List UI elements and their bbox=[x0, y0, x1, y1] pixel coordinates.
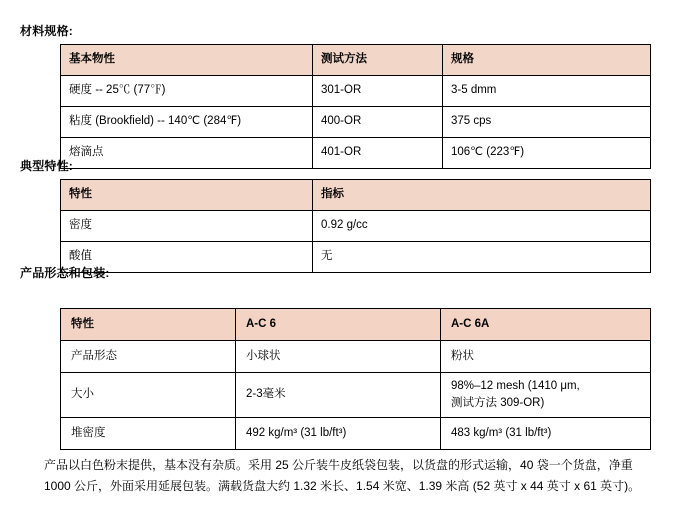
table-header-row bbox=[61, 180, 651, 211]
paragraph-line: 产品以白色粉末提供，基本没有杂质。采用 25 公斤装牛皮纸袋包装，以货盘的形式运输，40 袋一个货盘，净重 bbox=[44, 458, 633, 472]
table-header-row bbox=[61, 309, 651, 341]
form-packaging-table bbox=[60, 308, 651, 450]
column-header: A-C 6 bbox=[236, 309, 441, 341]
column-header: 指标 bbox=[313, 180, 651, 211]
table-cell: 492 kg/m³ (31 lb/ft³) bbox=[236, 418, 441, 450]
table-cell: 熔滴点 bbox=[61, 138, 313, 169]
table-header-row bbox=[61, 45, 651, 76]
table-cell: 400-OR bbox=[313, 107, 443, 138]
table-row bbox=[61, 418, 651, 450]
table-cell: 无 bbox=[313, 242, 651, 273]
table-cell: 酸值 bbox=[61, 242, 313, 273]
table-row bbox=[61, 107, 651, 138]
table-row bbox=[61, 373, 651, 418]
table-cell: 硬度 -- 25℃ (77℉) bbox=[61, 76, 313, 107]
table-row bbox=[61, 242, 651, 273]
table-cell: 2-3毫米 bbox=[236, 373, 441, 418]
column-header: 特性 bbox=[61, 309, 236, 341]
paragraph-line: 1000 公斤，外面采用延展包装。满载货盘大约 1.32 米长、1.54 米宽、1.39 米高 (52 英寸 x 44 英寸 x 61 英寸)。 bbox=[44, 479, 641, 493]
table-cell: 0.92 g/cc bbox=[313, 211, 651, 242]
column-header: 特性 bbox=[61, 180, 313, 211]
table-cell-line: 测试方法 309-OR) bbox=[451, 396, 545, 409]
table-cell: 3-5 dmm bbox=[443, 76, 651, 107]
table-cell: 106℃ (223℉) bbox=[443, 138, 651, 169]
column-header: 测试方法 bbox=[313, 45, 443, 76]
table-cell: 301-OR bbox=[313, 76, 443, 107]
table-cell: 粉状 bbox=[441, 341, 651, 373]
table-cell: 产品形态 bbox=[61, 341, 236, 373]
table-cell: 小球状 bbox=[236, 341, 441, 373]
material-spec-heading: 材料规格: bbox=[20, 24, 73, 38]
table-cell: 堆密度 bbox=[61, 418, 236, 450]
table-cell: 大小 bbox=[61, 373, 236, 418]
table-cell: 375 cps bbox=[443, 107, 651, 138]
material-spec-table bbox=[60, 44, 651, 169]
table-cell-line: 98%–12 mesh (1410 μm, bbox=[451, 380, 580, 392]
column-header: 基本物性 bbox=[61, 45, 313, 76]
table-cell: 粘度 (Brookfield) -- 140℃ (284℉) bbox=[61, 107, 313, 138]
typical-properties-heading: 典型特性: bbox=[20, 159, 73, 173]
table-row bbox=[61, 341, 651, 373]
typical-properties-table bbox=[60, 179, 651, 273]
table-row bbox=[61, 211, 651, 242]
table-cell: 401-OR bbox=[313, 138, 443, 169]
column-header: A-C 6A bbox=[441, 309, 651, 341]
table-cell: 密度 bbox=[61, 211, 313, 242]
packaging-paragraph bbox=[44, 455, 668, 497]
table-cell: 483 kg/m³ (31 lb/ft³) bbox=[441, 418, 651, 450]
table-row bbox=[61, 76, 651, 107]
table-cell bbox=[441, 373, 651, 418]
form-packaging-heading: 产品形态和包装: bbox=[20, 266, 110, 280]
column-header: 规格 bbox=[443, 45, 651, 76]
table-row bbox=[61, 138, 651, 169]
